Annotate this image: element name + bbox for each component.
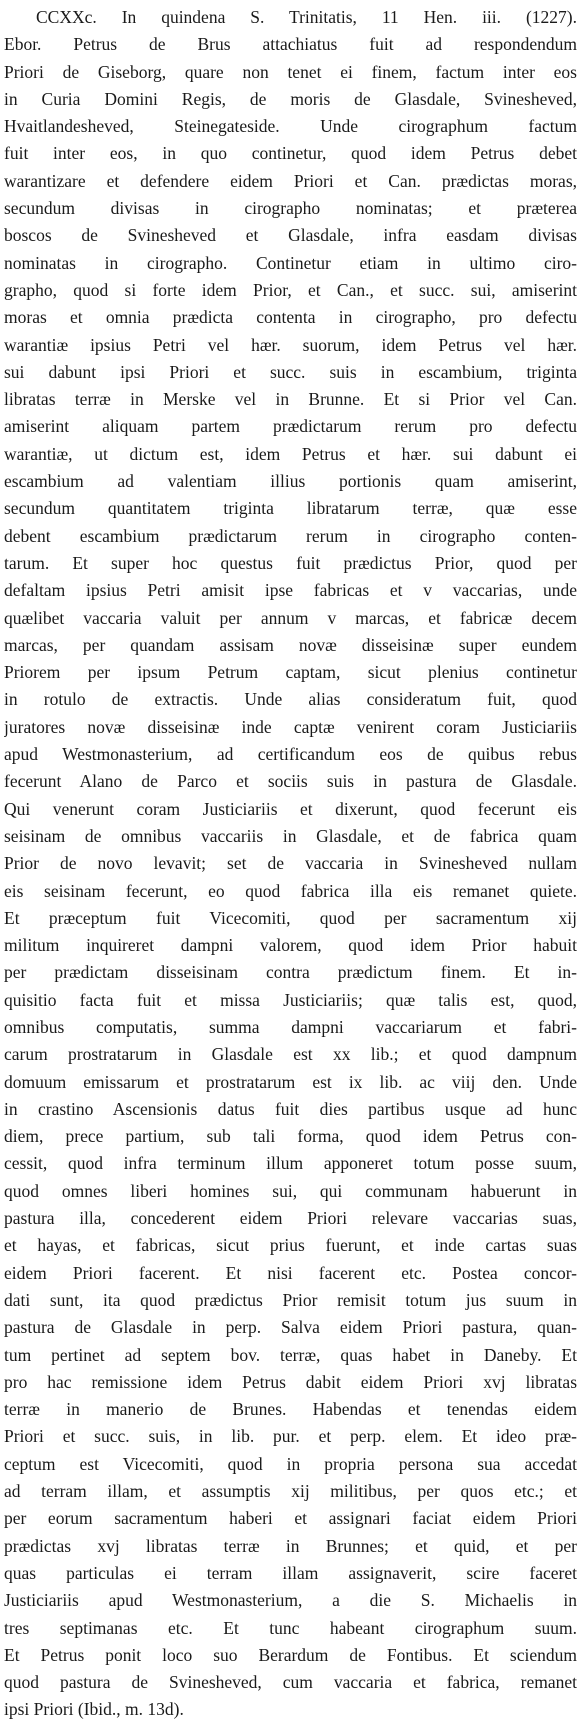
text-line: nominatas in cirographo. Continetur etiam in ultimo ciro- — [4, 252, 577, 273]
text-line: diem, prece partium, sub tali forma, quod idem Petrus con- — [4, 1126, 577, 1147]
text-line: Ebor. Petrus de Brus attachiatus fuit ad respondendum — [4, 34, 577, 55]
text-line: secundum quantitatem triginta libratarum terræ, quæ esse — [4, 498, 577, 519]
text-line: pastura de Glasdale in perp. Salva eidem Priori pastura, quan- — [4, 1317, 577, 1338]
text-line: boscos de Svinesheved et Glasdale, infra easdam divisas — [4, 225, 577, 246]
text-line: defaltam ipsius Petri amisit ipse fabricas et v vaccarias, unde — [4, 580, 577, 601]
text-line: warantiæ ipsius Petri vel hær. suorum, idem Petrus vel hær. — [4, 334, 577, 355]
text-line: et hayas, et fabricas, sicut prius fuerunt, et inde cartas suas — [4, 1235, 577, 1256]
entry-heading-line: CCXXc. In quindena S. Trinitatis, 11 Hen. iii. (1227). — [36, 7, 577, 27]
text-line: in crastino Ascensionis datus fuit dies partibus usque ad hunc — [4, 1098, 577, 1119]
text-line: seisinam de omnibus vaccariis in Glasdale, et de fabrica quam — [4, 825, 577, 846]
text-line: sui dabunt ipsi Priori et succ. suis in escambium, triginta — [4, 361, 577, 382]
text-line: terræ in manerio de Brunes. Habendas et tenendas eidem — [4, 1399, 577, 1420]
text-line: warantizare et defendere eidem Priori et Can. prædictas moras, — [4, 170, 577, 191]
text-line: amiserint aliquam partem prædictarum rerum pro defectu — [4, 416, 577, 437]
text-line: apud Westmonasterium, ad certificandum eos de quibus rebus — [4, 744, 577, 765]
text-line: tres septimanas etc. Et tunc habeant cirographum suum. — [4, 1617, 577, 1638]
text-line: warantiæ, ut dictum est, idem Petrus et hær. sui dabunt ei — [4, 443, 577, 464]
text-line: fecerunt Alano de Parco et sociis suis in pastura de Glasdale. — [4, 771, 577, 792]
text-line: quod pastura de Svinesheved, cum vaccaria et fabrica, remanet — [4, 1672, 577, 1693]
document-text — [4, 4, 577, 1724]
text-line: debent escambium prædictarum rerum in cirographo conten- — [4, 525, 577, 546]
text-line: in Curia Domini Regis, de moris de Glasdale, Svinesheved, — [4, 88, 577, 109]
text-line: per prædictam disseisinam contra prædictum finem. Et in- — [4, 962, 577, 983]
text-line: escambium ad valentiam illius portionis quam amiserint, — [4, 471, 577, 492]
text-line: pastura illa, concederent eidem Priori relevare vaccarias suas, — [4, 1208, 577, 1229]
text-line: tarum. Et super hoc questus fuit prædictus Prior, quod per — [4, 552, 577, 573]
text-line: prædictas xvj libratas terræ in Brunnes; et quid, et per — [4, 1535, 577, 1556]
text-line: eis seisinam fecerunt, eo quod fabrica illa eis remanet quiete. — [4, 880, 577, 901]
text-line: tum pertinet ad septem bov. terræ, quas habet in Daneby. Et — [4, 1344, 577, 1365]
text-line: Et præceptum fuit Vicecomiti, quod per sacramentum xij — [4, 907, 577, 928]
text-line: per eorum sacramentum haberi et assignari faciat eidem Priori — [4, 1508, 577, 1529]
text-line: domuum emissarum et prostratarum est ix lib. ac viij den. Unde — [4, 1071, 577, 1092]
text-line: Et Petrus ponit loco suo Berardum de Fontibus. Et sciendum — [4, 1644, 577, 1665]
text-line: ceptum est Vicecomiti, quod in propria persona sua accedat — [4, 1453, 577, 1474]
text-line: omnibus computatis, summa dampni vaccariarum et fabri- — [4, 1016, 577, 1037]
text-line: ipsi Priori (Ibid., m. 13d). — [4, 1699, 184, 1720]
text-line: Priori et succ. suis, in lib. pur. et perp. elem. Et ideo præ- — [4, 1426, 577, 1447]
text-line: moras et omnia prædicta contenta in cirographo, pro defectu — [4, 307, 577, 328]
text-line: eidem Priori facerent. Et nisi facerent etc. Postea concor- — [4, 1262, 577, 1283]
text-line: Priori de Giseborg, quare non tenet ei finem, factum inter eos — [4, 61, 577, 82]
text-line: quisitio facta fuit et missa Justiciariis; quæ talis est, quod, — [4, 989, 577, 1010]
text-line: Priorem per ipsum Petrum captam, sicut plenius continetur — [4, 662, 577, 683]
text-line: Qui venerunt coram Justiciariis et dixerunt, quod fecerunt eis — [4, 798, 577, 819]
text-line: libratas terræ in Merske vel in Brunne. Et si Prior vel Can. — [4, 389, 577, 410]
text-line: Prior de novo levavit; set de vaccaria in Svinesheved nullam — [4, 853, 577, 874]
text-line: Hvaitlandesheved, Steinegateside. Unde cirographum factum — [4, 116, 577, 137]
text-line: marcas, per quandam assisam novæ disseisinæ super eundem — [4, 634, 577, 655]
text-line: juratores novæ disseisinæ inde captæ venirent coram Justiciariis — [4, 716, 577, 737]
text-line: dati sunt, ita quod prædictus Prior remisit totum jus suum in — [4, 1289, 577, 1310]
text-line: militum inquireret dampni valorem, quod idem Prior habuit — [4, 935, 577, 956]
text-line: quas particulas ei terram illam assignaverit, scire faceret — [4, 1562, 577, 1583]
text-line: carum prostratarum in Glasdale est xx lib.; et quod dampnum — [4, 1044, 577, 1065]
text-line: cessit, quod infra terminum illum apponeret totum posse suum, — [4, 1153, 577, 1174]
text-line: ad terram illam, et assumptis xij militibus, per quos etc.; et — [4, 1481, 577, 1502]
text-line: quælibet vaccaria valuit per annum v marcas, et fabricæ decem — [4, 607, 577, 628]
text-line: quod omnes liberi homines sui, qui communam habuerunt in — [4, 1180, 577, 1201]
text-line: fuit inter eos, in quo continetur, quod idem Petrus debet — [4, 143, 577, 164]
text-line: grapho, quod si forte idem Prior, et Can., et succ. sui, amiserint — [4, 279, 577, 300]
text-line: secundum divisas in cirographo nominatas; et præterea — [4, 198, 577, 219]
text-line: in rotulo de extractis. Unde alias consideratum fuit, quod — [4, 689, 577, 710]
text-line: pro hac remissione idem Petrus dabit eidem Priori xvj libratas — [4, 1371, 577, 1392]
text-line: Justiciariis apud Westmonasterium, a die S. Michaelis in — [4, 1590, 577, 1611]
